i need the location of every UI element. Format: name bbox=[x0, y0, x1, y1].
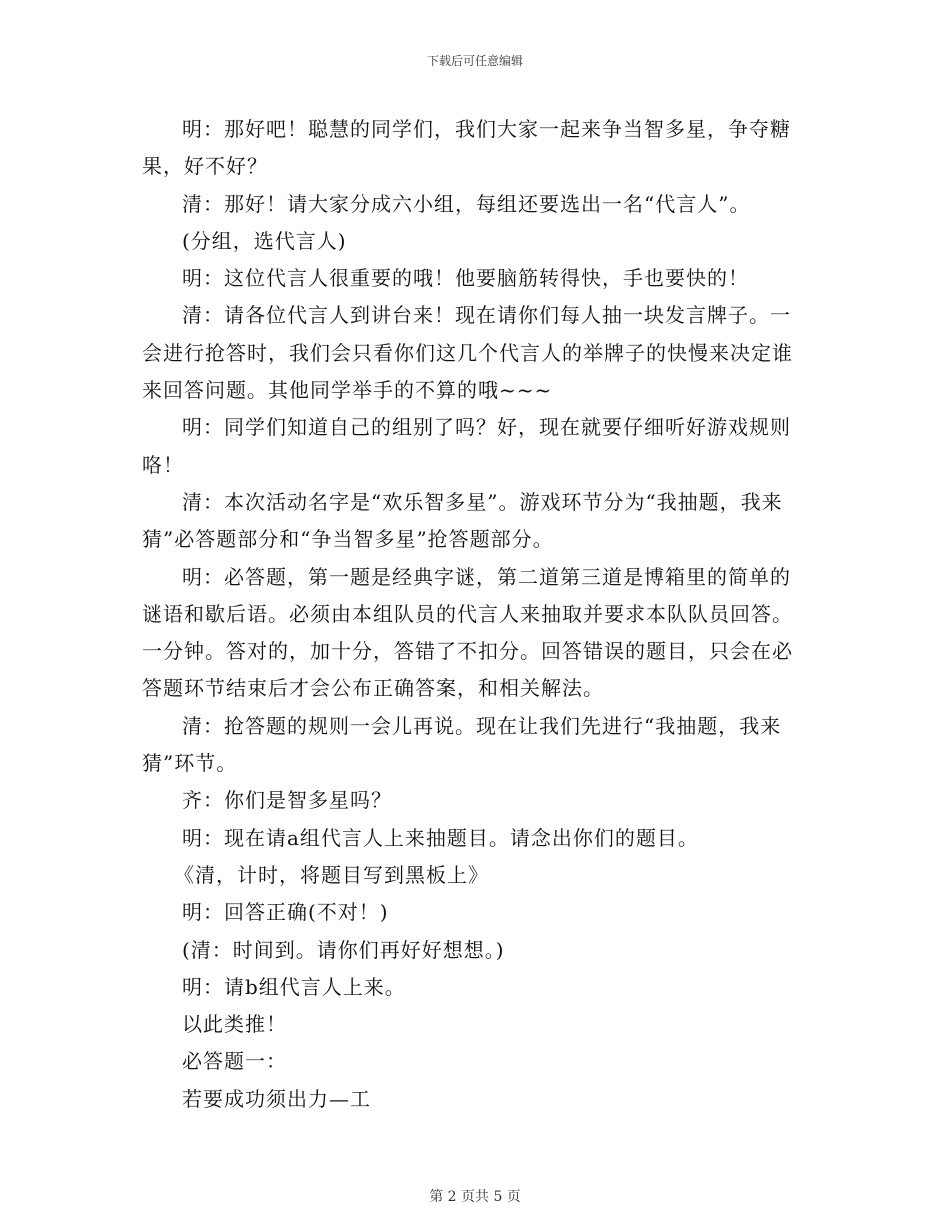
paragraph: 明：现在请a组代言人上来抽题目。请念出你们的题目。 bbox=[182, 825, 699, 850]
paragraph: 清：抢答题的规则一会儿再说。现在让我们先进行“我抽题，我来猜”环节。 bbox=[142, 713, 782, 776]
paragraph: 明：那好吧！聪慧的同学们，我们大家一起来争当智多星，争夺糖果，好不好？ bbox=[142, 117, 791, 179]
paragraph: 明：必答题，第一题是经典字谜，第二道第三道是博箱里的简单的谜语和歇后语。必须由本组队员的代言人来抽取并要求本队队员回答。一分钟。答对的，加十分，答错了不扣分。回答错误的题目，只会在必答题环节结束后才会公布正确答案，和相关解法。 bbox=[142, 564, 793, 701]
paragraph: 以此类推！ bbox=[182, 1012, 287, 1037]
paragraph: 必答题一： bbox=[182, 1049, 287, 1074]
paragraph: 明：回答正确(不对！) bbox=[182, 900, 389, 925]
document-body bbox=[142, 111, 802, 1118]
paragraph: 《清，计时，将题目写到黑板上》 bbox=[174, 862, 489, 887]
paragraph: (分组，选代言人) bbox=[182, 228, 347, 253]
paragraph: 清：那好！请大家分成六小组，每组还要选出一名“代言人”。 bbox=[182, 191, 751, 216]
page-number: 第 2 页共 5 页 bbox=[429, 1189, 521, 1205]
paragraph: 若要成功须出力—工 bbox=[182, 1086, 371, 1111]
paragraph: (清：时间到。请你们再好好想想。) bbox=[182, 937, 505, 962]
paragraph: 明：请b组代言人上来。 bbox=[182, 974, 406, 999]
paragraph: 齐：你们是智多星吗？ bbox=[182, 788, 392, 813]
page-header: 下载后可任意编辑 bbox=[426, 54, 523, 68]
paragraph: 清：请各位代言人到讲台来！现在请你们每人抽一块发言牌子。一会进行抢答时，我们会只看你们这几个代言人的举牌子的快慢来决定谁来回答问题。其他同学举手的不算的哦~~~ bbox=[142, 303, 793, 403]
paragraph: 明：同学们知道自己的组别了吗？好，现在就要仔细听好游戏规则咯！ bbox=[142, 415, 791, 477]
paragraph: 清：本次活动名字是“欢乐智多星”。游戏环节分为“我抽题，我来猜”必答题部分和“争当智多星”抢答题部分。 bbox=[142, 489, 783, 552]
paragraph: 明：这位代言人很重要的哦！他要脑筋转得快，手也要快的！ bbox=[182, 266, 749, 291]
